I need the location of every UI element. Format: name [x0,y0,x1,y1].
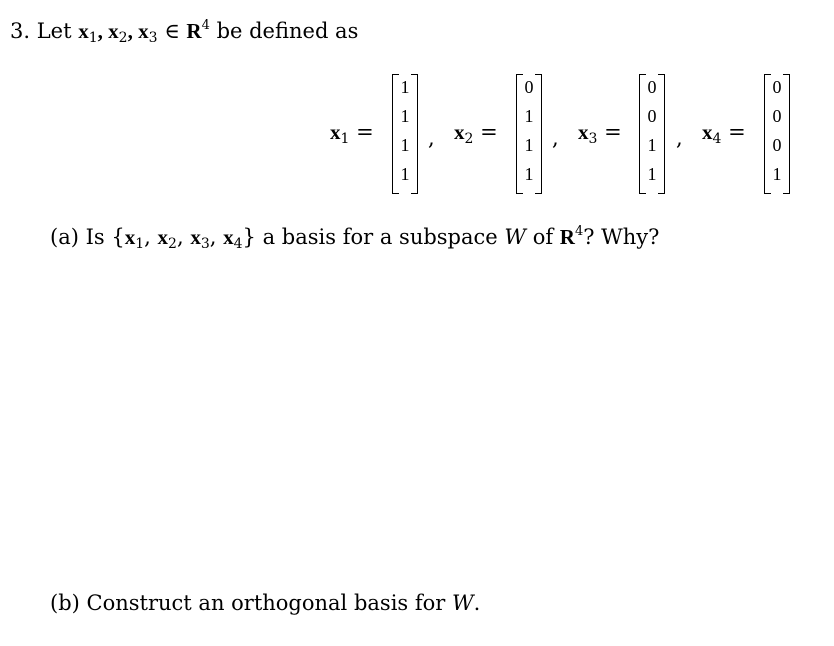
part-a-space-dimension: 4 [574,224,584,239]
set-comma-2: , [176,225,184,249]
x1-equals: = [356,120,374,144]
x4-label [702,120,746,145]
x2-symbol: x [454,120,465,144]
part-a-of: of [532,225,554,249]
x3-symbol: x [578,120,589,144]
part-a-lead: Is [85,225,105,249]
problem-number: 3. [10,19,31,43]
part-a-mid-text: a basis for a subspace [262,225,498,249]
x3-index: 3 [588,131,598,147]
real-space-symbol: R [186,19,202,43]
x3-matrix [639,74,665,194]
separator-2: , [552,126,559,150]
vector-x3-index: 3 [148,30,158,46]
x4-equals: = [728,120,746,144]
separator-1: , [428,126,435,150]
part-a-space-symbol: R [559,225,575,249]
x4-entry-4: 1 [772,164,782,184]
problem-statement [10,19,358,47]
set-comma-1: , [144,225,151,249]
set-x4: x [223,225,234,249]
part-b-subspace-symbol: W [452,591,474,615]
problem-tail: be defined as [216,19,359,43]
x2-entry-2: 1 [524,106,534,126]
x4-entry-1: 0 [772,77,782,97]
x3-entry-1: 0 [647,77,657,97]
x2-entry-4: 1 [524,164,534,184]
part-b-text: Construct an orthogonal basis for [86,591,446,615]
x2-label [454,120,498,145]
x2-equals: = [480,120,498,144]
x3-entry-3: 1 [647,135,657,155]
x2-index: 2 [464,131,474,147]
x1-entry-4: 1 [400,164,410,184]
set-x1-index: 1 [135,236,145,252]
vector-x1-name: x [78,19,89,43]
part-a-subspace-symbol: W [504,225,526,249]
set-x2: x [157,225,169,249]
x4-index: 4 [712,131,722,147]
vector-x2-name: , x [97,19,119,43]
set-x2-index: 2 [168,236,177,252]
x1-label [330,120,374,145]
real-space-dimension: 4 [201,18,210,33]
element-of-symbol: ∈ [164,19,180,43]
separator-3: , [676,126,683,150]
x3-label [578,120,622,145]
set-close-brace: } [242,225,256,249]
vector-x2-index: 2 [118,30,128,46]
x1-symbol: x [330,120,341,144]
x3-entry-2: 0 [647,106,657,126]
part-b-question [50,591,480,615]
part-b-label: (b) [50,591,80,615]
x2-matrix [516,74,542,194]
part-a-end: ? Why? [583,225,660,249]
x1-entry-3: 1 [400,135,410,155]
x3-entry-4: 1 [647,164,657,184]
part-b-period: . [473,591,481,615]
set-open-brace: { [111,225,125,249]
x2-entry-1: 0 [524,77,534,97]
problem-lead: Let [36,19,72,43]
part-a-vector-set [111,225,256,252]
set-x3-index: 3 [200,236,210,252]
set-x3: x [190,225,201,249]
x1-entry-1: 1 [400,77,410,97]
x1-matrix [392,74,418,194]
set-x4-index: 4 [233,236,243,252]
x1-entry-2: 1 [400,106,410,126]
x4-entry-2: 0 [772,106,782,126]
set-comma-3: , [209,225,217,249]
x4-entry-3: 0 [772,135,782,155]
part-a-label: (a) [50,225,79,249]
vector-x1-index: 1 [88,30,98,46]
part-a-question [50,225,659,253]
x4-matrix [764,74,790,194]
x2-entry-3: 1 [524,135,534,155]
x4-symbol: x [702,120,713,144]
set-x1: x [124,225,136,249]
x3-equals: = [604,120,622,144]
vector-x3-name: , x [127,19,149,43]
x1-index: 1 [340,131,350,147]
